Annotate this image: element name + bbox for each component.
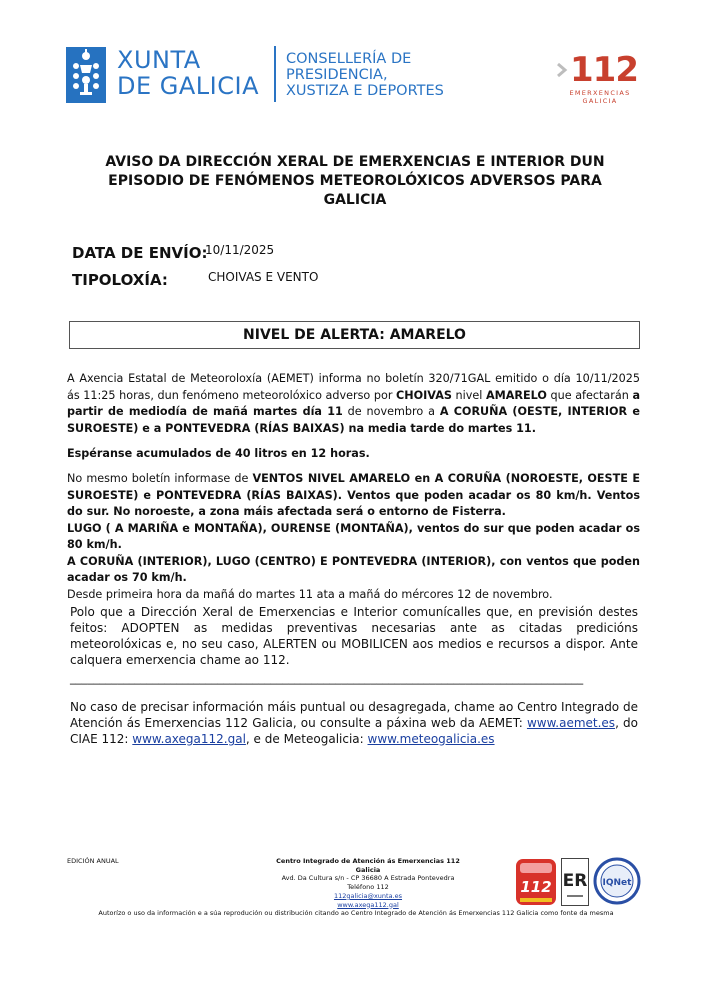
- cert2-text: ER: [562, 871, 588, 891]
- certification-112-badge: [515, 858, 557, 906]
- p3-text-a: No mesmo boletín informase de: [67, 472, 253, 485]
- org-name-line2: DE GALICIA: [117, 72, 259, 100]
- p1-text-b: CHOIVAS: [396, 388, 452, 402]
- footer-email-link[interactable]: 112galicia@xunta.es: [333, 891, 403, 900]
- iqnet-icon: [593, 857, 641, 905]
- cert3-text: IQNet: [602, 878, 632, 888]
- usage-notice: Autorízo o uso da información e a súa reprodución ou distribución citando ao Centro Integrado de Atención ás Emerxencias 112 Galicia como fonte da mesma: [98, 909, 614, 917]
- paragraph-contact: [70, 699, 638, 747]
- emergency-number: 112: [570, 50, 638, 90]
- p1-text-a: A Axencia Estatal de Meteoroloxía (AEMET) informa no boletín 320/71GAL emitido o día 10/11/2025 ás 11:25 horas, dun fenómeno meteorolóxico adverso por: [67, 372, 640, 402]
- document-title: AVISO DA DIRECCIÓN XERAL DE EMERXENCIAS E INTERIOR DUN EPISODIO DE FENÓMENOS METEOROLÓXICOS ADVERSOS PARA GALICIA: [105, 154, 605, 208]
- footer-web-link[interactable]: www.axega112.gal: [337, 900, 399, 909]
- p5-text: A CORUÑA (INTERIOR), LUGO (CENTRO) E PONTEVEDRA (INTERIOR), con ventos que poden acadar os 70 km/h.: [67, 554, 640, 584]
- dept-line3: XUSTIZA E DEPORTES: [286, 83, 444, 99]
- type-label: TIPOLOXÍA:: [72, 271, 168, 289]
- iqnet-certification-badge: [593, 857, 641, 905]
- p1-text-g: de novembro a: [342, 405, 440, 418]
- p1-text-e: que afectarán: [546, 388, 633, 402]
- p4-text: LUGO ( A MARIÑA e MONTAÑA), OURENSE (MONTAÑA), ventos do sur que poden acadar os 80 km/h.: [67, 521, 640, 551]
- axega-link[interactable]: www.axega112.gal: [132, 732, 246, 746]
- p1-text-d: AMARELO: [485, 388, 547, 402]
- footer-address: Avd. Da Cultura s/n - CP 36680 A Estrada Pontevedra: [281, 874, 455, 883]
- header-divider: [274, 46, 276, 102]
- date-label: DATA DE ENVÍO:: [72, 244, 208, 262]
- p1-text-f: a partir de mediodía de mañá martes día 11: [67, 388, 640, 418]
- er-certification-badge: [561, 858, 589, 906]
- emergency-sub2: GALICIA: [582, 97, 618, 105]
- date-value: 10/11/2025: [205, 243, 275, 257]
- paragraph-accumulation: [67, 446, 640, 463]
- p3-text-b: VENTOS NIVEL AMARELO en A CORUÑA (NOROESTE, OESTE E SUROESTE) e PONTEVEDRA (RÍAS BAIXAS). Ventos que poden acadar os 80 km/h. Ventos do sur. No noroeste, a zona máis afectada será o entorno de Fisterra.: [67, 472, 640, 518]
- p8-text-b: , do CIAE 112:: [70, 716, 638, 746]
- org-name: [117, 47, 259, 99]
- er-icon: [562, 859, 588, 905]
- footer-contact: [270, 857, 466, 909]
- dept-line1: CONSELLERÍA DE: [286, 51, 412, 67]
- org-name-line1: XUNTA: [117, 46, 201, 74]
- paragraph-instructions: Polo que a Dirección Xeral de Emerxencias e Interior comunícalles que, en previsión destes feitos: ADOPTEN as medidas preventivas necesarias ante as citadas predicións meteorolóxicas e, no seu caso, ALERTEN ou MOBILICEN aos medios e recursos a dispor. Ante calquera emerxencia chame ao 112.: [70, 605, 638, 667]
- xunta-crest-logo: [66, 47, 106, 103]
- cert1-number: 112: [520, 878, 552, 896]
- p6-text: Desde primeira hora da mañá do martes 11 ata a mañá do mércores 12 de novembro.: [67, 587, 553, 601]
- alert-level-box: NIVEL DE ALERTA: AMARELO: [69, 321, 640, 349]
- quality-badge-icon: [515, 858, 557, 906]
- emergency-subtitle: [568, 89, 632, 105]
- department-name: [286, 51, 444, 99]
- p8-text-c: , e de Meteogalicia:: [245, 732, 368, 746]
- meteogalicia-link[interactable]: www.meteogalicia.es: [367, 732, 495, 746]
- paragraph-rain-warning: [67, 371, 640, 437]
- crest-icon: [66, 47, 106, 103]
- emergencias-112-logo: [556, 50, 638, 108]
- aemet-link[interactable]: www.aemet.es: [526, 716, 616, 730]
- dept-line2: PRESIDENCIA,: [286, 67, 388, 83]
- chevron-right-icon: [556, 62, 568, 78]
- footer-center-title: Centro Integrado de Atención ás Emerxencias 112 Galicia: [276, 857, 460, 874]
- separator-dashes: _______________________________________________________________________________________: [70, 671, 584, 685]
- footer-phone: Teléfono 112: [347, 883, 389, 892]
- p8-text-a: No caso de precisar información máis puntual ou desagregada, chame ao Centro Integrado de Atención ás Emerxencias 112 Galicia, ou consulte a páxina web da AEMET:: [70, 700, 638, 730]
- emergency-sub1: EMERXENCIAS: [569, 89, 631, 97]
- p2-text: Espéranse acumulados de 40 litros en 12 horas.: [67, 447, 370, 460]
- p1-text-c: nivel: [451, 388, 486, 402]
- paragraph-wind-warning: [67, 471, 640, 603]
- p1-text-h: A CORUÑA (OESTE, INTERIOR e SUROESTE) e a PONTEVEDRA (RÍAS BAIXAS) na media tarde do martes 11.: [67, 405, 640, 435]
- edition-label: EDICIÓN ANUAL: [67, 857, 119, 865]
- type-value: CHOIVAS E VENTO: [208, 270, 319, 284]
